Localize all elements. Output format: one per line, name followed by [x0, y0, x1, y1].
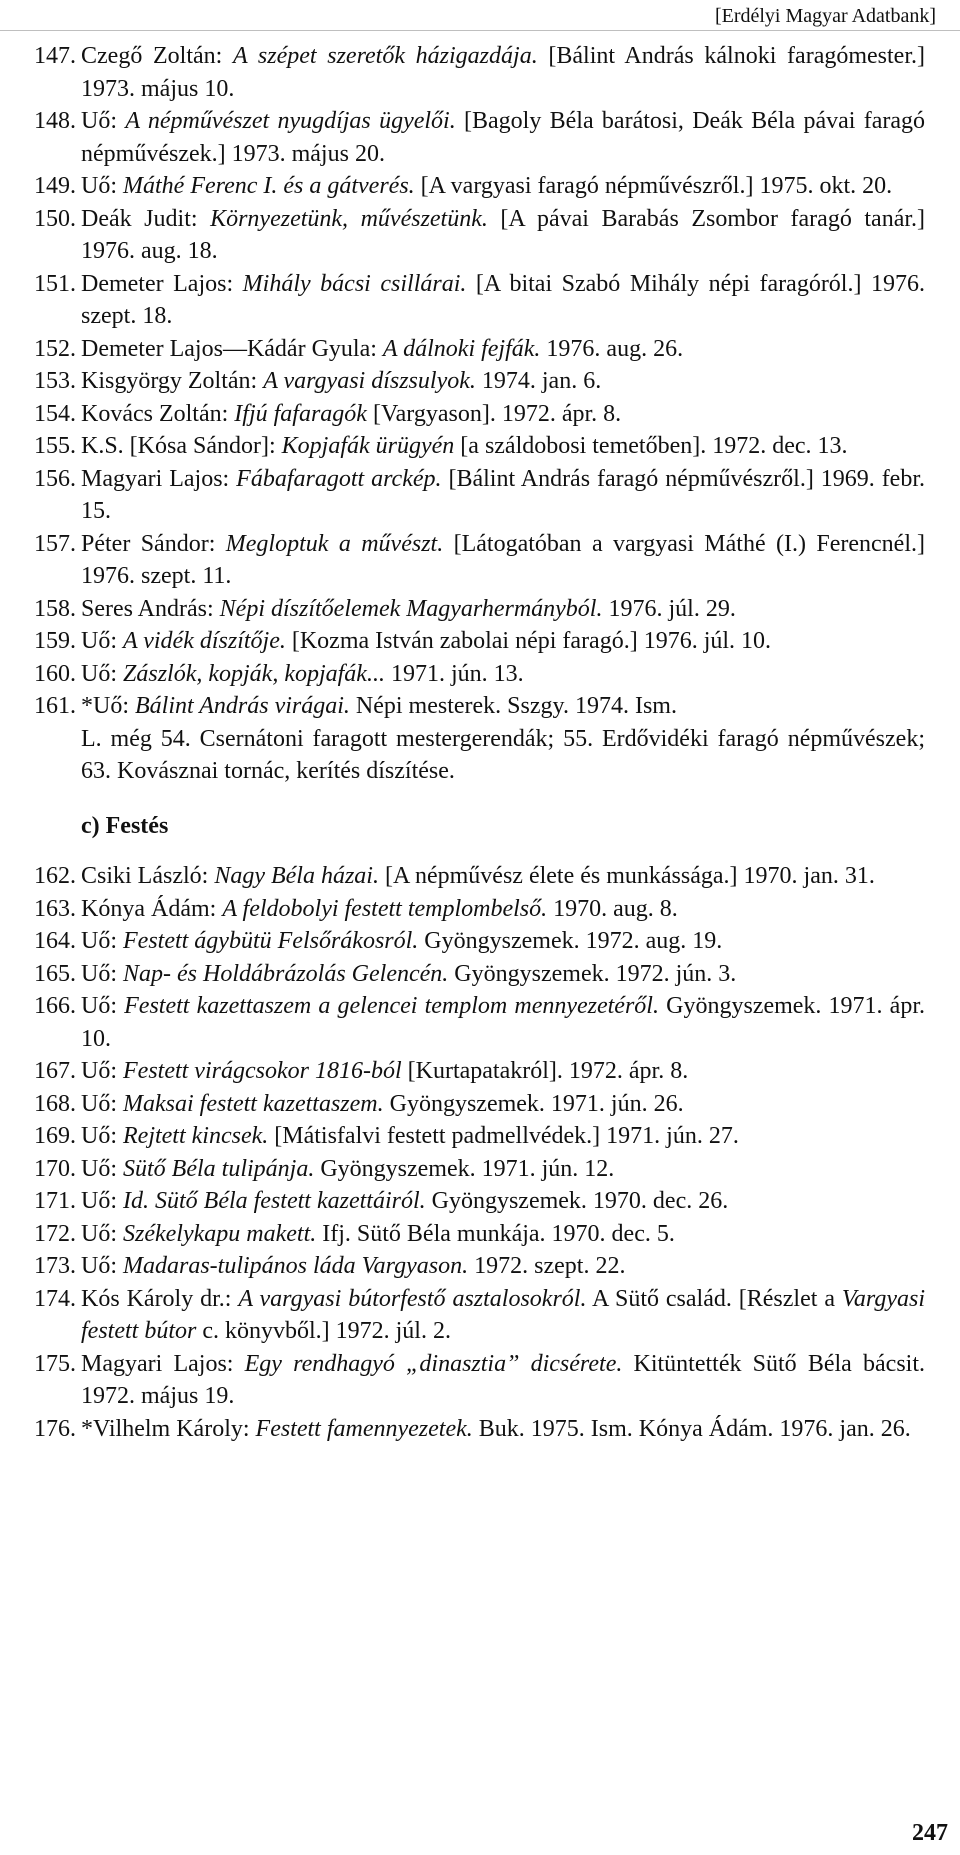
entry-title: Mihály bácsi csillárai.: [242, 270, 467, 297]
entry-text: Deák Judit:: [81, 205, 211, 232]
entry-number: 161.: [34, 693, 76, 719]
entry-text: Uő:: [81, 960, 123, 987]
entry-title: Festett kazettaszem a gelencei templom mennyezetéről.: [124, 993, 659, 1019]
entry-number: 147.: [34, 43, 76, 69]
entry-text: [Látogatóban a vargyasi Máthé (I.) Ferencnél.] 1976. szept. 11.: [81, 530, 925, 589]
entry-number: 164.: [34, 928, 76, 954]
entry-title: Maksai festett kazettaszem.: [123, 1090, 384, 1117]
entry-text: Uő:: [81, 173, 123, 199]
entry-number: 163.: [34, 895, 76, 922]
header-title: [Erdélyi Magyar Adatbank]: [714, 5, 936, 27]
bibliography-entry: [34, 690, 925, 723]
entry-title: Vargyasi festett bútor: [81, 1285, 925, 1344]
entry-text: [A népművész élete és munkássága.] 1970. jan. 31.: [378, 863, 875, 889]
see-also-note: L. még 54. Csernátoni faragott mestergerendák; 55. Erdővidéki faragó népművészek; 63. Kovásznai tornác, kerítés díszítése.: [81, 725, 925, 784]
entry-text: 1976. aug. 26.: [540, 335, 684, 362]
entry-text: Magyari Lajos:: [81, 465, 237, 492]
entry-title: Festett famennyezetek.: [255, 1415, 473, 1442]
entry-text: Demeter Lajos:: [81, 270, 243, 297]
entry-text: Gyöngyszemek. 1970. dec. 26.: [425, 1188, 729, 1214]
entry-number: 170.: [34, 1155, 76, 1182]
entry-text: Népi mesterek. Sszgy. 1974. Ism.: [349, 693, 677, 719]
bibliography-entry: [34, 593, 925, 626]
bibliography-entry: [34, 463, 925, 528]
entry-number: 171.: [34, 1188, 76, 1214]
entry-number: 159.: [34, 628, 76, 654]
bibliography-entry: [34, 1153, 925, 1186]
entry-number: 166.: [34, 993, 76, 1019]
entry-number: 154.: [34, 400, 76, 427]
entry-text: Uő:: [81, 1253, 123, 1279]
bibliography-entry: [34, 990, 925, 1055]
entry-text: [A vargyasi faragó népművészről.] 1975. okt. 20.: [414, 173, 893, 199]
entry-title: Id. Sütő Béla festett kazettáiról.: [123, 1188, 426, 1214]
bibliography-entry: [34, 1283, 925, 1348]
entry-text: Kitüntették Sütő Béla bácsit. 1972. május 19.: [81, 1350, 925, 1409]
entry-text: [a száldobosi temetőben]. 1972. dec. 13.: [454, 433, 848, 459]
entry-title: A vargyasi bútorfestő asztalosokról.: [238, 1285, 587, 1312]
bibliography-entry: [34, 333, 925, 366]
entry-title: Rejtett kincsek.: [123, 1123, 269, 1149]
entry-text: K.S. [Kósa Sándor]:: [81, 433, 282, 459]
entry-number: 169.: [34, 1123, 76, 1149]
entry-text: 1976. júl. 29.: [602, 595, 736, 622]
entry-title: A vargyasi díszsulyok.: [263, 368, 476, 394]
section-title: c) Festés: [81, 812, 169, 839]
entry-text: 1970. aug. 8.: [547, 895, 678, 922]
entry-title: Madaras-tulipános láda Vargyason.: [123, 1253, 469, 1279]
page-body: [34, 40, 925, 1445]
entry-number: 153.: [34, 368, 76, 394]
bibliography-entry: [34, 658, 925, 691]
entry-title: Sütő Béla tulipánja.: [123, 1155, 315, 1182]
entry-list-festes: [34, 860, 925, 1445]
entry-text: Seres András:: [81, 595, 220, 622]
entry-text: [Mátisfalvi festett padmellvédek.] 1971. jún. 27.: [268, 1123, 739, 1149]
entry-text: Gyöngyszemek. 1972. jún. 3.: [448, 960, 737, 987]
entry-text: Uő:: [81, 660, 123, 687]
entry-text: 1972. szept. 22.: [468, 1253, 626, 1279]
entry-title: Kopjafák ürügyén: [281, 433, 455, 459]
entry-text: Uő:: [81, 1220, 123, 1247]
entry-title: A népművészet nyugdíjas ügyelői.: [125, 108, 456, 134]
entry-text: 1974. jan. 6.: [475, 368, 602, 394]
entry-text: Kós Károly dr.:: [81, 1285, 239, 1312]
entry-text: Uő:: [81, 993, 125, 1019]
entry-title: Megloptuk a művészt.: [225, 530, 444, 557]
entry-text: Uő:: [81, 1155, 123, 1182]
bibliography-entry: [34, 925, 925, 958]
entry-title: Népi díszítőelemek Magyarhermányból.: [219, 595, 603, 622]
entry-number: 151.: [34, 270, 76, 297]
bibliography-entry: [34, 625, 925, 658]
bibliography-entry: [34, 528, 925, 593]
entry-title: Zászlók, kopják, kopjafák...: [123, 660, 385, 687]
entry-number: 148.: [34, 108, 76, 134]
entry-title: A szépet szeretők házigazdája.: [233, 43, 538, 69]
entry-text: Uő:: [81, 1058, 123, 1084]
entry-title: Ifjú fafaragók: [234, 400, 367, 427]
entry-text: Uő:: [81, 628, 123, 654]
entry-number: 162.: [34, 863, 76, 889]
entry-text: Uő:: [81, 928, 123, 954]
entry-text: c. könyvből.] 1972. júl. 2.: [196, 1318, 451, 1344]
bibliography-entry: [34, 398, 925, 431]
bibliography-entry: [34, 1120, 925, 1153]
entry-text: A Sütő család. [Részlet a: [586, 1285, 842, 1312]
entry-text: Kisgyörgy Zoltán:: [81, 368, 264, 394]
entry-title: Festett virágcsokor 1816-ból: [123, 1058, 402, 1084]
entry-text: [Bagoly Béla barátosi, Deák Béla pávai faragó népművészek.] 1973. május 20.: [81, 108, 926, 167]
entry-number: 152.: [34, 335, 76, 362]
entry-title: Nagy Béla házai.: [214, 863, 379, 889]
entry-text: Ifj. Sütő Béla munkája. 1970. dec. 5.: [316, 1220, 675, 1247]
entry-text: Buk. 1975. Ism. Kónya Ádám. 1976. jan. 26.: [472, 1415, 911, 1442]
entry-number: 172.: [34, 1220, 76, 1247]
entry-text: Kovács Zoltán:: [81, 400, 235, 427]
entry-text: Magyari Lajos:: [81, 1350, 245, 1377]
entry-title: Festett ágybütü Felsőrákosról.: [123, 928, 419, 954]
bibliography-entry: [34, 1348, 925, 1413]
entry-number: 156.: [34, 465, 76, 492]
entry-text: 1971. jún. 13.: [384, 660, 524, 687]
entry-text: [Kurtapatakról]. 1972. ápr. 8.: [401, 1058, 689, 1084]
entry-number: 155.: [34, 433, 76, 459]
entry-number: 167.: [34, 1058, 76, 1084]
entry-text: Gyöngyszemek. 1971. ápr. 10.: [81, 993, 926, 1052]
entry-text: [Bálint András kálnoki faragómester.] 1973. május 10.: [81, 43, 925, 102]
entry-text: [Vargyason]. 1972. ápr. 8.: [366, 400, 622, 427]
bibliography-entry: [34, 1055, 925, 1088]
entry-text: Péter Sándor:: [81, 530, 226, 557]
entry-number: 176.: [34, 1415, 76, 1442]
entry-text: Uő:: [81, 1090, 123, 1117]
entry-title: Nap- és Holdábrázolás Gelencén.: [123, 960, 449, 987]
bibliography-entry: [34, 1250, 925, 1283]
entry-text: Czegő Zoltán:: [81, 43, 233, 69]
bibliography-entry: [34, 1088, 925, 1121]
bibliography-entry: [34, 40, 925, 105]
entry-text: [A bitai Szabó Mihály népi faragóról.] 1976. szept. 18.: [81, 270, 925, 329]
entry-text: *Vilhelm Károly:: [81, 1415, 256, 1442]
entry-number: 160.: [34, 660, 76, 687]
entry-text: Demeter Lajos—Kádár Gyula:: [81, 335, 383, 362]
entry-number: 174.: [34, 1285, 76, 1312]
entry-number: 173.: [34, 1253, 76, 1279]
entry-text: Gyöngyszemek. 1971. jún. 12.: [314, 1155, 615, 1182]
bibliography-entry: [34, 1413, 925, 1446]
header-divider: [0, 30, 960, 31]
entry-title: Egy rendhagyó „dinasztia” dicsérete.: [244, 1350, 623, 1377]
entry-number: 168.: [34, 1090, 76, 1117]
entry-list-faragas: [34, 40, 925, 723]
entry-number: 157.: [34, 530, 76, 557]
entry-text: Kónya Ádám:: [81, 895, 223, 922]
entry-text: Uő:: [81, 108, 126, 134]
entry-number: 150.: [34, 205, 76, 232]
bibliography-entry: [34, 893, 925, 926]
entry-text: Gyöngyszemek. 1971. jún. 26.: [383, 1090, 684, 1117]
entry-title: Környezetünk, művészetünk.: [210, 205, 488, 232]
bibliography-entry: [34, 268, 925, 333]
bibliography-entry: [34, 860, 925, 893]
entry-title: Székelykapu makett.: [123, 1220, 317, 1247]
entry-number: 165.: [34, 960, 76, 987]
entry-number: 158.: [34, 595, 76, 622]
entry-text: [A pávai Barabás Zsombor faragó tanár.] 1976. aug. 18.: [81, 205, 926, 264]
entry-text: Csiki László:: [81, 863, 215, 889]
entry-text: *Uő:: [81, 693, 135, 719]
bibliography-entry: [34, 203, 925, 268]
bibliography-entry: [34, 430, 925, 463]
entry-title: A vidék díszítője.: [123, 628, 286, 654]
entry-title: A dálnoki fejfák.: [382, 335, 541, 362]
entry-text: [Kozma István zabolai népi faragó.] 1976. júl. 10.: [285, 628, 772, 654]
entry-text: Uő:: [81, 1123, 123, 1149]
entry-title: Máthé Ferenc I. és a gátverés.: [123, 173, 415, 199]
entry-number: 175.: [34, 1350, 76, 1377]
entry-title: Bálint András virágai.: [135, 693, 350, 719]
bibliography-entry: [34, 1218, 925, 1251]
bibliography-entry: [34, 365, 925, 398]
entry-text: Gyöngyszemek. 1972. aug. 19.: [418, 928, 723, 954]
entry-title: Fábafaragott arckép.: [236, 465, 442, 492]
entry-number: 149.: [34, 173, 76, 199]
bibliography-entry: [34, 170, 925, 203]
page-number: 247: [912, 1820, 948, 1846]
bibliography-entry: [34, 105, 925, 170]
entry-title: A feldobolyi festett templombelső.: [222, 895, 548, 922]
bibliography-entry: [34, 1185, 925, 1218]
bibliography-entry: [34, 958, 925, 991]
entry-text: Uő:: [81, 1188, 123, 1214]
entry-text: [Bálint András faragó népművészről.] 1969. febr. 15.: [81, 465, 926, 524]
